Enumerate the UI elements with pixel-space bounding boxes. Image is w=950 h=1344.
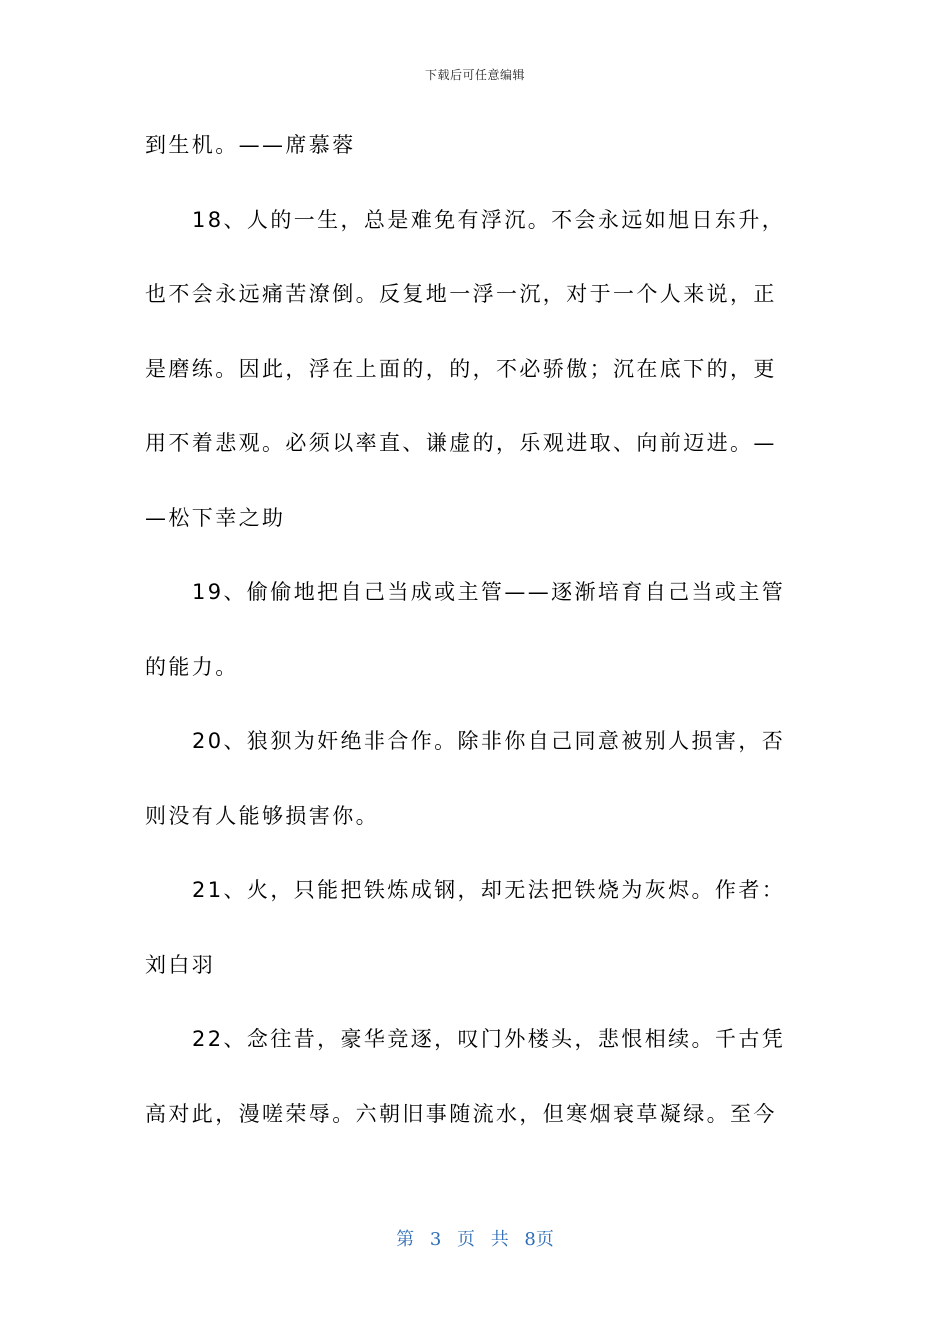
text-line: 是磨练。因此，浮在上面的，的，不必骄傲；沉在底下的，更 [145, 356, 777, 381]
text-line: 到生机。——席慕蓉 [145, 133, 356, 157]
page-header: 下载后可任意编辑 [424, 68, 525, 82]
page-footer: 第 3 页 共 8页 [396, 1229, 554, 1250]
text-line: 用不着悲观。必须以率直、谦虚的，乐观进取、向前迈进。— [145, 431, 777, 455]
text-line: —松下幸之助 [145, 505, 286, 530]
text-line: 则没有人能够损害你。 [145, 803, 379, 828]
text-line: 22、念往昔，豪华竞逐，叹门外楼头，悲恨相续。千古凭 [192, 1027, 786, 1051]
text-line: 高对此，漫嗟荣辱。六朝旧事随流水，但寒烟衰草凝绿。至今 [145, 1101, 777, 1126]
text-line: 19、偷偷地把自己当成或主管——逐渐培育自己当或主管 [192, 580, 786, 604]
text-line: 刘白羽 [145, 952, 216, 977]
body-text [145, 120, 795, 1163]
text-line: 的能力。 [145, 654, 239, 679]
text-line: 21、火，只能把铁炼成钢，却无法把铁烧为灰烬。作者： [192, 878, 786, 902]
text-line: 20、狼狈为奸绝非合作。除非你自己同意被别人损害，否 [192, 729, 786, 753]
text-line: 18、人的一生，总是难免有浮沉。不会永远如旭日东升， [192, 207, 786, 232]
text-line: 也不会永远痛苦潦倒。反复地一浮一沉，对于一个人来说，正 [145, 282, 777, 306]
